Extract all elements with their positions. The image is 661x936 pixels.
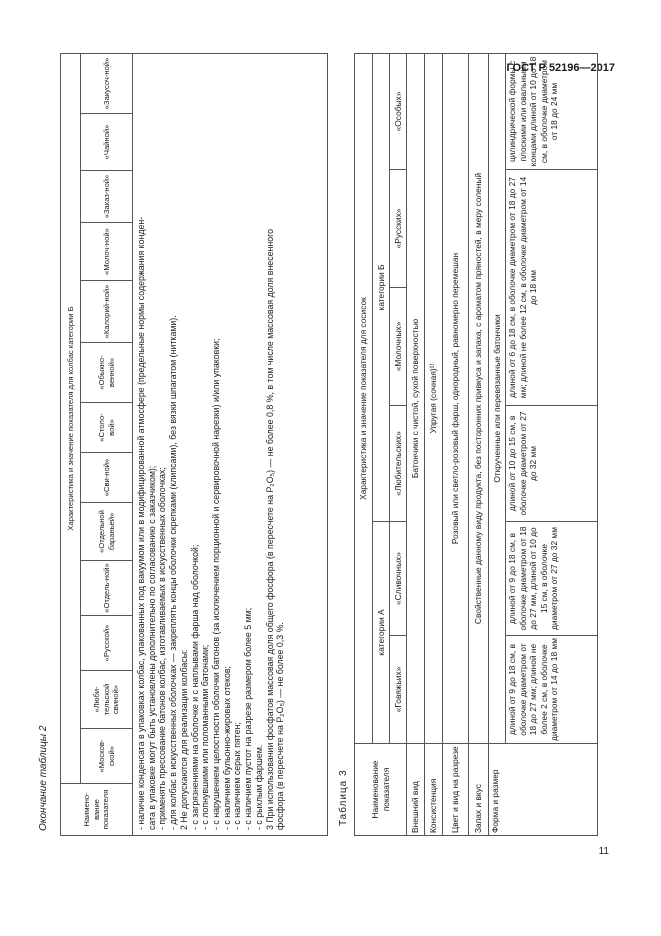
- table3-col-header: «Любительских»: [390, 406, 407, 522]
- table2-caption: Окончание таблицы 2: [38, 725, 49, 831]
- table3-col-header: «Особых»: [390, 53, 407, 169]
- row-label-smell: Запах и вкус: [469, 744, 489, 836]
- note-line: 3 При использовании фосфатов массовая доля общего фосфора (в пересчете на P₂O₅) — не более 0,8 %, в том числе массовая доля внесенного: [264, 228, 275, 830]
- row-label-shape: Форма и размер: [489, 744, 598, 836]
- note-line: - с наличием бульонно-жировых отеков;: [221, 666, 232, 830]
- table2-col-header: «Столо-вой»: [81, 403, 133, 453]
- table3-caption: Таблица 3: [338, 769, 349, 826]
- shape-value: длиной от 9 до 18 см, в оболочке диаметром от 18 до 27 мм, длиной от 10 до 15 см, в оболочке диаметром от 27 до 32 мм: [506, 522, 598, 636]
- note-line: сата в упаковке могут быть установлены дополнительно по согласованию с заказчиком);: [146, 465, 157, 830]
- table2-col-header: «Калорий-ной»: [81, 281, 133, 343]
- row-label-color: Цвет и вид на разрезе: [443, 744, 469, 836]
- note-line: - с наличием пустот на разрезе размером более 5 мм;: [243, 607, 254, 830]
- table2-group-header: Характеристика и значение показателя для колбас категории Б: [61, 53, 81, 783]
- shape-value: длиной от 9 до 18 см, в оболочке диаметром от 18 до 27 мм; длиной не более 2 см, в оболочке диаметром от 14 до 18 мм: [506, 636, 598, 744]
- table2-notes: [136, 217, 286, 830]
- table2-col-header: «Сви-ной»: [81, 453, 133, 503]
- table2-col-header: «Молоч-ной»: [81, 223, 133, 281]
- row-label-consistency: Консистенция: [425, 744, 443, 836]
- note-line: - наличие конденсата в упаковках колбас, упакованных под вакуумом или в модифицированной атмосфере (предельные нормы содержания конден-: [136, 216, 146, 830]
- rotated-page-content: [36, 0, 636, 856]
- note-line: - с загрязнениями на оболочке и с наплывами фарша над оболочкой;: [189, 544, 200, 830]
- table3-col-header: «Молочных»: [390, 288, 407, 406]
- row-value-consistency: Упругая (сочная)¹⁾: [425, 53, 443, 743]
- note-line: - применять прессование батонов колбас, изготавливаемых в искусственных оболочках;: [157, 467, 168, 830]
- table3-col-header: «Говяжьих»: [390, 636, 407, 744]
- shape-value: цилиндрической формы с плоскими или овальными концами длиной от 10 до 18 см, в оболочке диаметром от 18 до 24 мм: [506, 53, 598, 169]
- table3-category-a: категории А: [373, 522, 390, 744]
- table2-col-header: «Русской»: [81, 616, 133, 671]
- table3-category-b: категории Б: [373, 53, 390, 521]
- table2-col-header: «Закусоч-ной»: [81, 53, 133, 113]
- row-label-appearance: Внешний вид: [407, 744, 425, 836]
- page-number: 11: [598, 846, 609, 857]
- table3: [354, 53, 598, 836]
- table2-col-header: «Люби-тельской свиной»: [81, 671, 133, 729]
- table3-group-header: Характеристика и значение показателя для сосисок: [355, 53, 373, 743]
- table2-col-header: «Отдельной бараньей»: [81, 503, 133, 561]
- note-line: - с нарушением целостности оболочки батонов (за исключением порционной и сервировочной нарезки) и/или упаковки;: [211, 338, 222, 830]
- shape-value: длиной от 6 до 18 см, в оболочке диаметром от 18 до 27 мм; длиной не более 12 см, в оболочке диаметром от 14 до 18 мм: [506, 170, 598, 406]
- note-line: фосфора (в пересчете на P₂O₅) — не более 0,3 %.: [275, 622, 286, 830]
- row-shape-subheader: Открученные или перевязанные батончики: [489, 53, 506, 743]
- table3-col-header: «Сливочных»: [390, 522, 407, 636]
- table2-col-header: «Москов-ской»: [81, 729, 133, 784]
- table2-col-header: «Отдель-ной»: [81, 561, 133, 616]
- row-value-smell: Свойственные данному виду продукта, без посторонних привкуса и запаха, с ароматом пряностей, в меру соленый: [469, 53, 489, 743]
- note-line: - с наличием серых пятен;: [232, 722, 243, 830]
- row-value-appearance: Батончики с чистой, сухой поверхностью: [407, 53, 425, 743]
- shape-value: длиной от 10 до 15 см, в оболочке диаметром от 27 до 32 мм: [506, 406, 598, 522]
- note-line: 2 Не допускаются для реализации колбасы:: [178, 649, 189, 830]
- table2-col-header: «Чайной»: [81, 114, 133, 171]
- note-line: - с рыхлым фаршем.: [253, 744, 264, 830]
- table3-col0-header: Наименование показателя: [355, 744, 407, 836]
- table3-col-header: «Русских»: [390, 170, 407, 288]
- row-value-color: Розовый или светло-розовый фарш, однородный, равномерно перемешан: [443, 53, 469, 743]
- table2-col-header: «Обыкно-венной»: [81, 343, 133, 403]
- note-line: - с лопнувшими или поломанными батонами;: [200, 644, 211, 830]
- note-line: - для колбас в искусственных оболочках — закреплять концы оболочки скрепками (клипсами), без вязки шпагатом (нитками).: [168, 315, 179, 830]
- table2-col-header: «Заказ-ной»: [81, 171, 133, 223]
- document-header: ГОСТ Р 52196—2017: [506, 62, 615, 74]
- table2-col0-header: Наимено-вание показателя: [61, 784, 133, 836]
